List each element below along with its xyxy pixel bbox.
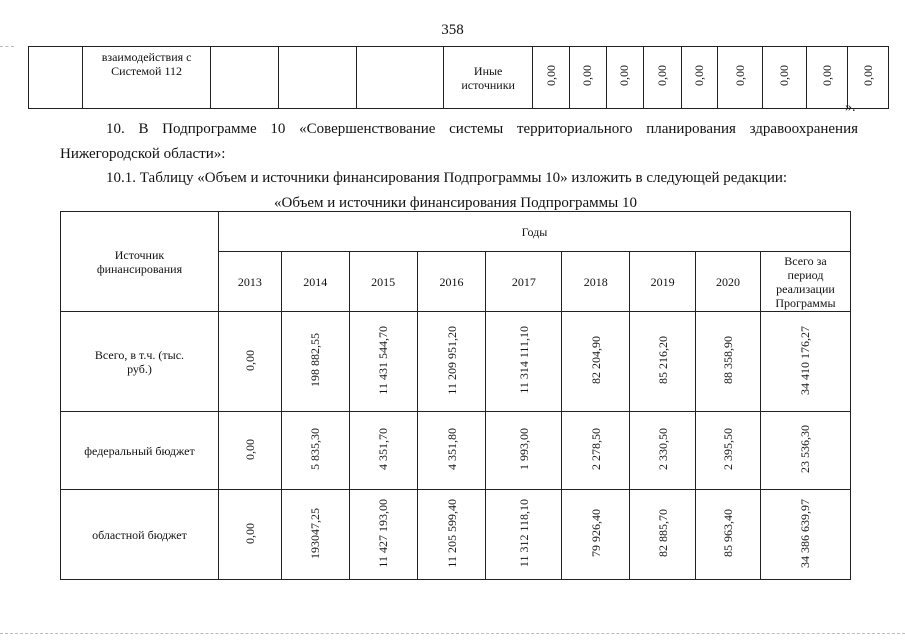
value-cell: 11 314 111,10 bbox=[486, 312, 562, 412]
years-header: Годы bbox=[218, 212, 850, 252]
table-row bbox=[61, 212, 851, 252]
empty-cell bbox=[211, 47, 279, 109]
value-cell: 4 351,80 bbox=[417, 412, 486, 490]
source-label: Иные источники bbox=[444, 47, 533, 109]
value-cell: 88 358,90 bbox=[696, 312, 761, 412]
value-cell: 11 312 118,10 bbox=[486, 490, 562, 580]
row-label: федеральный бюджет bbox=[61, 412, 219, 490]
item-label: взаимодействия с Системой 112 bbox=[82, 47, 211, 109]
total-header: Всего за период реализации Программы bbox=[760, 252, 850, 312]
empty-cell bbox=[279, 47, 357, 109]
closing-quote: ». bbox=[845, 100, 856, 115]
table-row bbox=[29, 47, 889, 109]
previous-table-fragment bbox=[28, 46, 889, 109]
year-header: 2015 bbox=[349, 252, 417, 312]
value-cell: 0,00 bbox=[807, 47, 848, 109]
value-cell: 0,00 bbox=[218, 412, 281, 490]
paragraph-10-1: 10.1. Таблицу «Объем и источники финансирования Подпрограммы 10» изложить в следующей редакции: bbox=[106, 170, 788, 186]
value-cell: 0,00 bbox=[848, 47, 889, 109]
value-cell: 193047,25 bbox=[281, 490, 349, 580]
table-row bbox=[61, 312, 851, 412]
value-cell: 0,00 bbox=[606, 47, 643, 109]
top-left-divider bbox=[0, 46, 14, 47]
year-header: 2018 bbox=[562, 252, 630, 312]
value-cell: 198 882,55 bbox=[281, 312, 349, 412]
year-header: 2014 bbox=[281, 252, 349, 312]
year-header: 2013 bbox=[218, 252, 281, 312]
value-cell: 2 395,50 bbox=[696, 412, 761, 490]
value-cell: 85 963,40 bbox=[696, 490, 761, 580]
value-cell: 11 431 544,70 bbox=[349, 312, 417, 412]
value-cell: 1 993,00 bbox=[486, 412, 562, 490]
value-cell: 82 204,90 bbox=[562, 312, 630, 412]
year-header: 2017 bbox=[486, 252, 562, 312]
page-number: 358 bbox=[441, 22, 464, 38]
year-header: 2020 bbox=[696, 252, 761, 312]
year-header: 2019 bbox=[630, 252, 696, 312]
value-cell: 0,00 bbox=[533, 47, 570, 109]
value-cell: 79 926,40 bbox=[562, 490, 630, 580]
source-header: Источник финансирования bbox=[61, 212, 219, 312]
row-label: Всего, в т.ч. (тыс. руб.) bbox=[61, 312, 219, 412]
value-cell: 85 216,20 bbox=[630, 312, 696, 412]
year-header: 2016 bbox=[417, 252, 486, 312]
value-cell: 4 351,70 bbox=[349, 412, 417, 490]
value-cell: 0,00 bbox=[569, 47, 606, 109]
paragraph-10: 10. В Подпрограмме 10 «Совершенствование системы территориального планирования здравоохранения Нижегородской области»: bbox=[60, 121, 858, 162]
empty-cell bbox=[356, 47, 444, 109]
value-cell: 0,00 bbox=[718, 47, 763, 109]
value-cell: 2 278,50 bbox=[562, 412, 630, 490]
value-cell: 23 536,30 bbox=[760, 412, 850, 490]
value-cell: 0,00 bbox=[643, 47, 681, 109]
value-cell: 34 386 639,97 bbox=[760, 490, 850, 580]
value-cell: 0,00 bbox=[763, 47, 807, 109]
value-cell: 0,00 bbox=[681, 47, 718, 109]
value-cell: 5 835,30 bbox=[281, 412, 349, 490]
value-cell: 2 330,50 bbox=[630, 412, 696, 490]
value-cell: 0,00 bbox=[218, 490, 281, 580]
table-caption: «Объем и источники финансирования Подпрограммы 10 bbox=[274, 195, 637, 211]
table-row bbox=[61, 490, 851, 580]
value-cell: 34 410 176,27 bbox=[760, 312, 850, 412]
value-cell: 11 205 599,40 bbox=[417, 490, 486, 580]
row-label: областной бюджет bbox=[61, 490, 219, 580]
value-cell: 0,00 bbox=[218, 312, 281, 412]
bottom-divider bbox=[0, 633, 905, 634]
value-cell: 11 427 193,00 bbox=[349, 490, 417, 580]
table-row bbox=[61, 412, 851, 490]
value-cell: 82 885,70 bbox=[630, 490, 696, 580]
financing-table bbox=[60, 211, 851, 580]
empty-cell bbox=[29, 47, 83, 109]
value-cell: 11 209 951,20 bbox=[417, 312, 486, 412]
